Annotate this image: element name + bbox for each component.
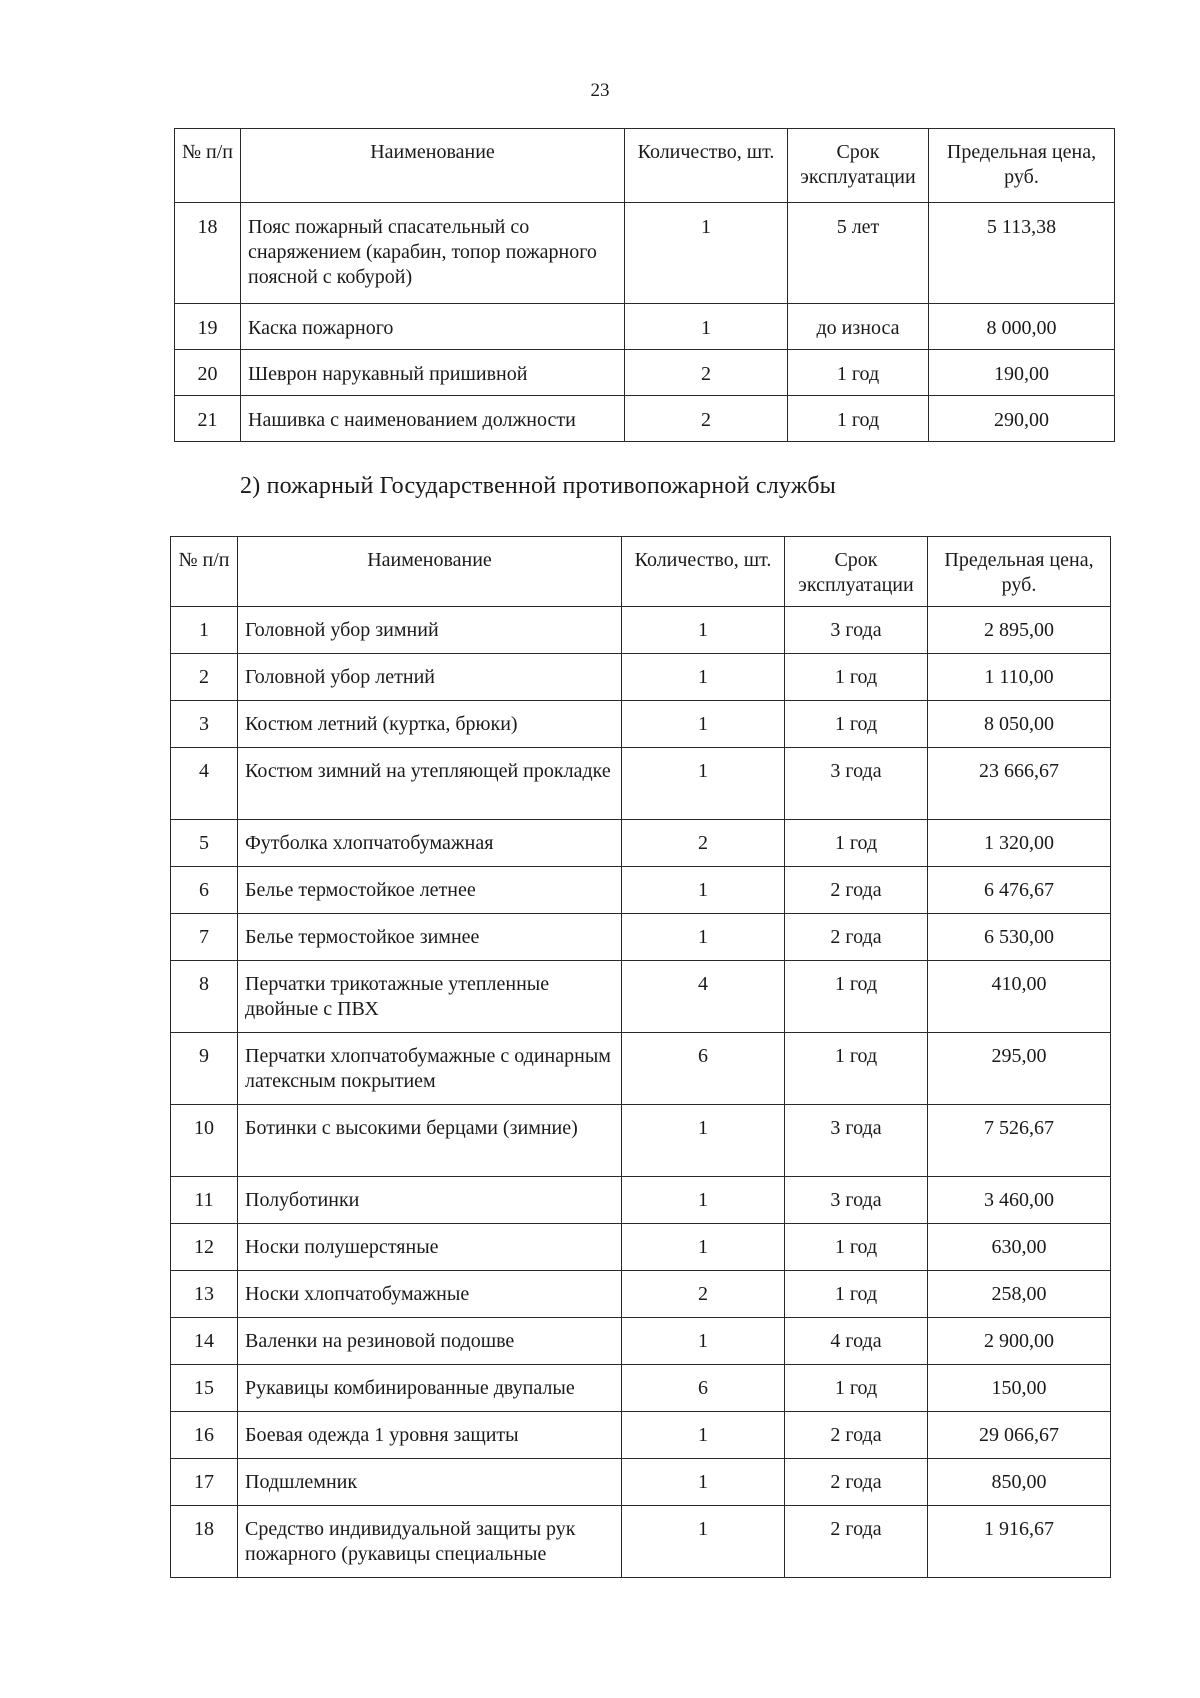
row-qty: 1	[625, 203, 788, 304]
row-num: 7	[171, 914, 238, 961]
table-row	[171, 1177, 1111, 1224]
header-term: Срок эксплуатации	[785, 537, 928, 607]
row-qty: 1	[625, 304, 788, 350]
row-name: Полуботинки	[238, 1177, 622, 1224]
row-num: 11	[171, 1177, 238, 1224]
row-price: 630,00	[928, 1224, 1111, 1271]
row-num: 5	[171, 820, 238, 867]
row-qty: 1	[622, 1506, 785, 1578]
header-term: Срок эксплуатации	[788, 129, 929, 203]
table-header-row	[171, 537, 1111, 607]
row-num: 10	[171, 1105, 238, 1177]
row-qty: 1	[622, 914, 785, 961]
row-qty: 1	[622, 1224, 785, 1271]
page-number: 23	[590, 80, 610, 101]
row-term: 1 год	[785, 654, 928, 701]
row-qty: 2	[625, 396, 788, 442]
table-header-row	[175, 129, 1115, 203]
row-num: 18	[175, 203, 241, 304]
row-price: 23 666,67	[928, 748, 1111, 820]
row-price: 6 530,00	[928, 914, 1111, 961]
header-num: № п/п	[175, 129, 241, 203]
row-term: 4 года	[785, 1318, 928, 1365]
row-num: 4	[171, 748, 238, 820]
row-num: 8	[171, 961, 238, 1033]
row-price: 1 110,00	[928, 654, 1111, 701]
row-price: 6 476,67	[928, 867, 1111, 914]
row-name: Головной убор зимний	[238, 607, 622, 654]
row-price: 8 050,00	[928, 701, 1111, 748]
row-term: 2 года	[785, 1412, 928, 1459]
row-name: Рукавицы комбинированные двупалые	[238, 1365, 622, 1412]
table-row	[171, 1224, 1111, 1271]
row-name: Носки хлопчатобумажные	[238, 1271, 622, 1318]
row-term: 1 год	[785, 1033, 928, 1105]
row-num: 16	[171, 1412, 238, 1459]
header-name: Наименование	[241, 129, 625, 203]
row-name: Подшлемник	[238, 1459, 622, 1506]
row-name: Пояс пожарный спасательный со снаряжением (карабин, топор пожарного поясной с кобурой)	[241, 203, 625, 304]
row-num: 20	[175, 350, 241, 396]
row-price: 190,00	[929, 350, 1115, 396]
row-qty: 1	[622, 701, 785, 748]
row-num: 21	[175, 396, 241, 442]
row-qty: 6	[622, 1365, 785, 1412]
row-name: Белье термостойкое летнее	[238, 867, 622, 914]
table-row	[171, 1506, 1111, 1578]
row-qty: 1	[622, 1105, 785, 1177]
row-num: 18	[171, 1506, 238, 1578]
row-num: 17	[171, 1459, 238, 1506]
row-qty: 1	[622, 1412, 785, 1459]
row-qty: 1	[622, 607, 785, 654]
table-row	[171, 1365, 1111, 1412]
row-qty: 1	[622, 654, 785, 701]
row-qty: 2	[622, 1271, 785, 1318]
row-price: 1 916,67	[928, 1506, 1111, 1578]
row-term: 3 года	[785, 748, 928, 820]
row-term: 2 года	[785, 1506, 928, 1578]
table-row	[171, 820, 1111, 867]
table-row	[171, 1459, 1111, 1506]
row-term: до износа	[788, 304, 929, 350]
table-row	[171, 914, 1111, 961]
row-price: 258,00	[928, 1271, 1111, 1318]
row-qty: 1	[622, 1177, 785, 1224]
table-row	[171, 1318, 1111, 1365]
row-name: Нашивка с наименованием должности	[241, 396, 625, 442]
row-price: 3 460,00	[928, 1177, 1111, 1224]
row-name: Шеврон нарукавный пришивной	[241, 350, 625, 396]
equipment-table-1	[174, 128, 1115, 442]
row-term: 1 год	[785, 1224, 928, 1271]
header-qty: Количество, шт.	[625, 129, 788, 203]
row-qty: 1	[622, 748, 785, 820]
row-price: 295,00	[928, 1033, 1111, 1105]
table-row	[175, 203, 1115, 304]
header-qty: Количество, шт.	[622, 537, 785, 607]
row-term: 1 год	[785, 961, 928, 1033]
row-name: Головной убор летний	[238, 654, 622, 701]
row-name: Белье термостойкое зимнее	[238, 914, 622, 961]
row-num: 15	[171, 1365, 238, 1412]
row-name: Футболка хлопчатобумажная	[238, 820, 622, 867]
row-name: Валенки на резиновой подошве	[238, 1318, 622, 1365]
equipment-table-2	[170, 536, 1111, 1578]
row-qty: 1	[622, 867, 785, 914]
row-price: 7 526,67	[928, 1105, 1111, 1177]
row-name: Перчатки хлопчатобумажные с одинарным латексным покрытием	[238, 1033, 622, 1105]
row-term: 1 год	[785, 820, 928, 867]
row-name: Перчатки трикотажные утепленные двойные с ПВХ	[238, 961, 622, 1033]
table-row	[175, 396, 1115, 442]
row-name: Носки полушерстяные	[238, 1224, 622, 1271]
table-row	[171, 867, 1111, 914]
table-row	[171, 607, 1111, 654]
row-price: 2 900,00	[928, 1318, 1111, 1365]
row-price: 1 320,00	[928, 820, 1111, 867]
table-row	[171, 1105, 1111, 1177]
table-row	[171, 748, 1111, 820]
row-term: 3 года	[785, 1177, 928, 1224]
row-price: 410,00	[928, 961, 1111, 1033]
row-qty: 2	[625, 350, 788, 396]
row-name: Костюм зимний на утепляющей прокладке	[238, 748, 622, 820]
table-row	[175, 350, 1115, 396]
row-num: 9	[171, 1033, 238, 1105]
row-term: 1 год	[788, 396, 929, 442]
row-num: 2	[171, 654, 238, 701]
row-qty: 1	[622, 1318, 785, 1365]
table-row	[171, 1033, 1111, 1105]
table-row	[171, 961, 1111, 1033]
table-row	[171, 1271, 1111, 1318]
row-term: 5 лет	[788, 203, 929, 304]
row-price: 290,00	[929, 396, 1115, 442]
row-price: 29 066,67	[928, 1412, 1111, 1459]
row-num: 19	[175, 304, 241, 350]
row-term: 1 год	[785, 1365, 928, 1412]
row-price: 5 113,38	[929, 203, 1115, 304]
row-name: Каска пожарного	[241, 304, 625, 350]
row-price: 8 000,00	[929, 304, 1115, 350]
table-row	[171, 1412, 1111, 1459]
table-row	[171, 654, 1111, 701]
row-name: Средство индивидуальной защиты рук пожарного (рукавицы специальные	[238, 1506, 622, 1578]
row-term: 2 года	[785, 867, 928, 914]
row-term: 2 года	[785, 914, 928, 961]
header-num: № п/п	[171, 537, 238, 607]
row-num: 6	[171, 867, 238, 914]
row-qty: 1	[622, 1459, 785, 1506]
row-name: Боевая одежда 1 уровня защиты	[238, 1412, 622, 1459]
row-term: 1 год	[785, 1271, 928, 1318]
row-term: 1 год	[788, 350, 929, 396]
header-name: Наименование	[238, 537, 622, 607]
row-num: 12	[171, 1224, 238, 1271]
section-heading: 2) пожарный Государственной противопожарной службы	[240, 473, 836, 499]
row-name: Ботинки с высокими берцами (зимние)	[238, 1105, 622, 1177]
row-num: 1	[171, 607, 238, 654]
row-term: 3 года	[785, 607, 928, 654]
row-term: 2 года	[785, 1459, 928, 1506]
table-row	[171, 701, 1111, 748]
row-term: 3 года	[785, 1105, 928, 1177]
row-qty: 6	[622, 1033, 785, 1105]
row-price: 850,00	[928, 1459, 1111, 1506]
header-price: Предельная цена, руб.	[928, 537, 1111, 607]
row-price: 2 895,00	[928, 607, 1111, 654]
row-num: 14	[171, 1318, 238, 1365]
table-row	[175, 304, 1115, 350]
row-num: 3	[171, 701, 238, 748]
row-qty: 4	[622, 961, 785, 1033]
row-num: 13	[171, 1271, 238, 1318]
row-term: 1 год	[785, 701, 928, 748]
row-qty: 2	[622, 820, 785, 867]
header-price: Предельная цена, руб.	[929, 129, 1115, 203]
row-name: Костюм летний (куртка, брюки)	[238, 701, 622, 748]
row-price: 150,00	[928, 1365, 1111, 1412]
